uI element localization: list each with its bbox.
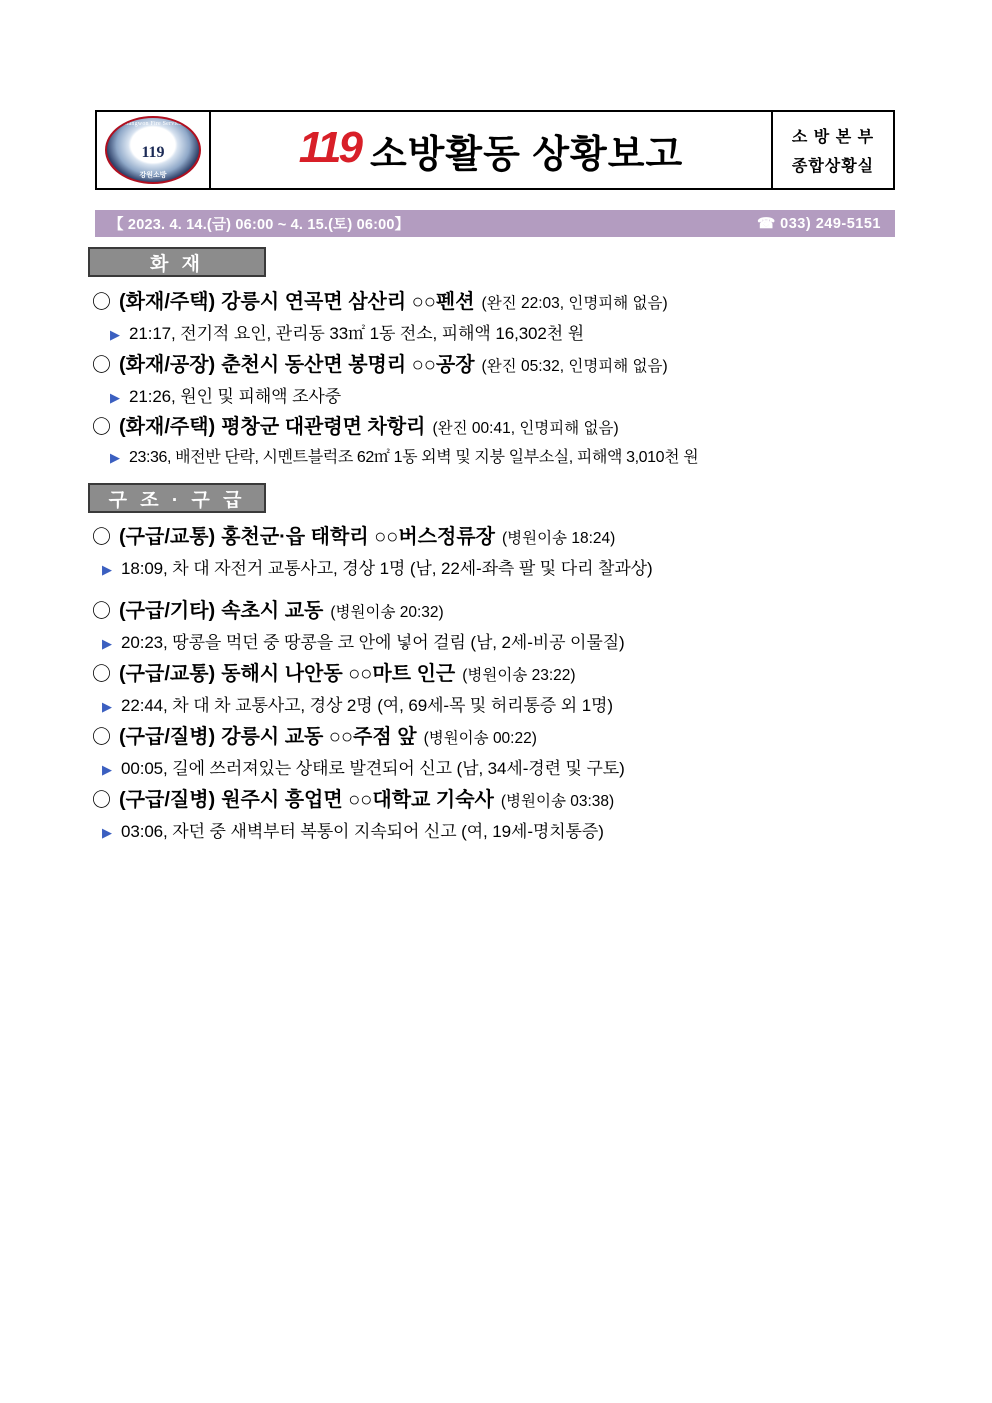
title-119-logo: 119 [298, 123, 360, 172]
entry-detail: 23:36, 배전반 단락, 시멘트블럭조 62㎡ 1동 외벽 및 지붕 일부소실, 피해액 3,010천 원 [129, 449, 699, 466]
report-header [95, 110, 895, 190]
entry-main-line [92, 783, 912, 812]
entry-detail-line [92, 554, 912, 579]
agency-logo-box [95, 110, 211, 190]
entry-main-line [92, 410, 912, 439]
emblem-number: 119 [141, 144, 165, 161]
entry-note: (완진 05:32, 인명피해 없음) [481, 358, 668, 375]
page-title: 소방활동 상황보고 [369, 133, 684, 176]
entry-place: 동해시 나안동 ○○마트 인근 [221, 663, 456, 685]
entry-category: (구급/질병) [119, 726, 216, 748]
circle-bullet-icon: 〇 [92, 727, 112, 748]
triangle-bullet-icon: ▶ [110, 390, 120, 405]
contact-phone-text: ☎ 033) 249-5151 [757, 215, 881, 232]
entry-place: 강릉시 교동 ○○주점 앞 [221, 726, 417, 748]
section-header-rescue-label: 구 조 · 구 급 [108, 489, 246, 511]
report-period-text: 【 2023. 4. 14.(금) 06:00 ~ 4. 15.(토) 06:00】 [109, 217, 410, 233]
entry-detail: 21:17, 전기적 요인, 관리동 33㎡ 1동 전소, 피해액 16,302천 원 [129, 324, 585, 343]
list-item [92, 520, 912, 579]
entry-detail-line [92, 319, 912, 344]
entry-main-line [92, 720, 912, 749]
section-header-fire [88, 247, 266, 277]
entry-detail: 20:23, 땅콩을 먹던 중 땅콩을 코 안에 넣어 걸림 (남, 2세-비공 이물질) [121, 633, 625, 652]
entry-note: (완진 22:03, 인명피해 없음) [481, 295, 668, 312]
triangle-bullet-icon: ▶ [110, 450, 120, 465]
fire-service-emblem-icon [105, 116, 201, 184]
circle-bullet-icon: 〇 [92, 292, 112, 313]
list-item [92, 720, 912, 779]
entry-category: (구급/교통) [119, 526, 216, 548]
entry-note: (병원이송 20:32) [330, 604, 444, 621]
triangle-bullet-icon: ▶ [110, 327, 120, 342]
triangle-bullet-icon: ▶ [102, 562, 112, 577]
entry-place: 속초시 교동 [221, 600, 324, 622]
entry-note: (완진 00:41, 인명피해 없음) [432, 420, 619, 437]
department-box [771, 110, 895, 190]
entry-category: (구급/기타) [119, 600, 216, 622]
entry-note: (병원이송 00:22) [423, 730, 537, 747]
entry-main-line [92, 657, 912, 686]
entry-main-line [92, 594, 912, 623]
circle-bullet-icon: 〇 [92, 664, 112, 685]
entry-main-line [92, 520, 912, 549]
list-item [92, 783, 912, 842]
entry-place: 원주시 흥업면 ○○대학교 기숙사 [221, 789, 494, 811]
report-title-box [211, 110, 771, 190]
circle-bullet-icon: 〇 [92, 417, 112, 438]
section-header-fire-label: 화 재 [150, 253, 204, 275]
entry-detail: 00:05, 길에 쓰러져있는 상태로 발견되어 신고 (남, 34세-경련 및 구토) [121, 759, 625, 778]
circle-bullet-icon: 〇 [92, 355, 112, 376]
entry-detail-line [92, 754, 912, 779]
triangle-bullet-icon: ▶ [102, 699, 112, 714]
entry-detail-line [92, 691, 912, 716]
entry-main-line [92, 285, 912, 314]
entry-place: 평창군 대관령면 차항리 [221, 416, 426, 438]
entry-place: 홍천군·읍 태학리 ○○버스정류장 [221, 526, 495, 548]
entry-category: (구급/교통) [119, 663, 216, 685]
entry-place: 춘천시 동산면 봉명리 ○○공장 [221, 354, 475, 376]
triangle-bullet-icon: ▶ [102, 762, 112, 777]
entry-place: 강릉시 연곡면 삼산리 ○○펜션 [221, 291, 475, 313]
entry-detail-line [92, 817, 912, 842]
entry-category: (화재/주택) [119, 416, 216, 438]
entry-note: (병원이송 03:38) [500, 793, 615, 810]
entry-detail: 22:44, 차 대 차 교통사고, 경상 2명 (여, 69세-목 및 허리통증 외 1명) [121, 696, 613, 715]
triangle-bullet-icon: ▶ [102, 636, 112, 651]
entry-category: (구급/질병) [119, 789, 216, 811]
entry-note: (병원이송 18:24) [501, 530, 616, 547]
entry-detail: 21:26, 원인 및 피해액 조사중 [129, 387, 342, 406]
entry-note: (병원이송 23:22) [462, 667, 576, 684]
entry-detail: 18:09, 차 대 자전거 교통사고, 경상 1명 (남, 22세-좌측 팔 및 다리 찰과상) [121, 559, 653, 578]
list-item [92, 657, 912, 716]
entry-detail: 03:06, 자던 중 새벽부터 복통이 지속되어 신고 (여, 19세-명치통증) [121, 822, 604, 841]
entry-category: (화재/주택) [119, 291, 216, 313]
circle-bullet-icon: 〇 [92, 601, 112, 622]
entry-detail-line [92, 628, 912, 653]
emblem-bottom-text: 강원소방 [139, 172, 167, 179]
list-item [92, 348, 912, 407]
report-period-bar [95, 210, 895, 237]
entry-main-line [92, 348, 912, 377]
circle-bullet-icon: 〇 [92, 527, 112, 548]
list-item [92, 410, 912, 467]
entry-category: (화재/공장) [119, 354, 216, 376]
department-line-1: 소 방 본 부 [791, 129, 875, 146]
entry-detail-line [92, 444, 912, 467]
list-item [92, 594, 912, 653]
list-item [92, 285, 912, 344]
department-line-2: 종합상황실 [791, 158, 875, 175]
section-header-rescue [88, 483, 266, 513]
triangle-bullet-icon: ▶ [102, 825, 112, 840]
circle-bullet-icon: 〇 [92, 790, 112, 811]
entry-detail-line [92, 382, 912, 407]
emblem-top-text: Gangwon Fire Service [124, 121, 182, 127]
